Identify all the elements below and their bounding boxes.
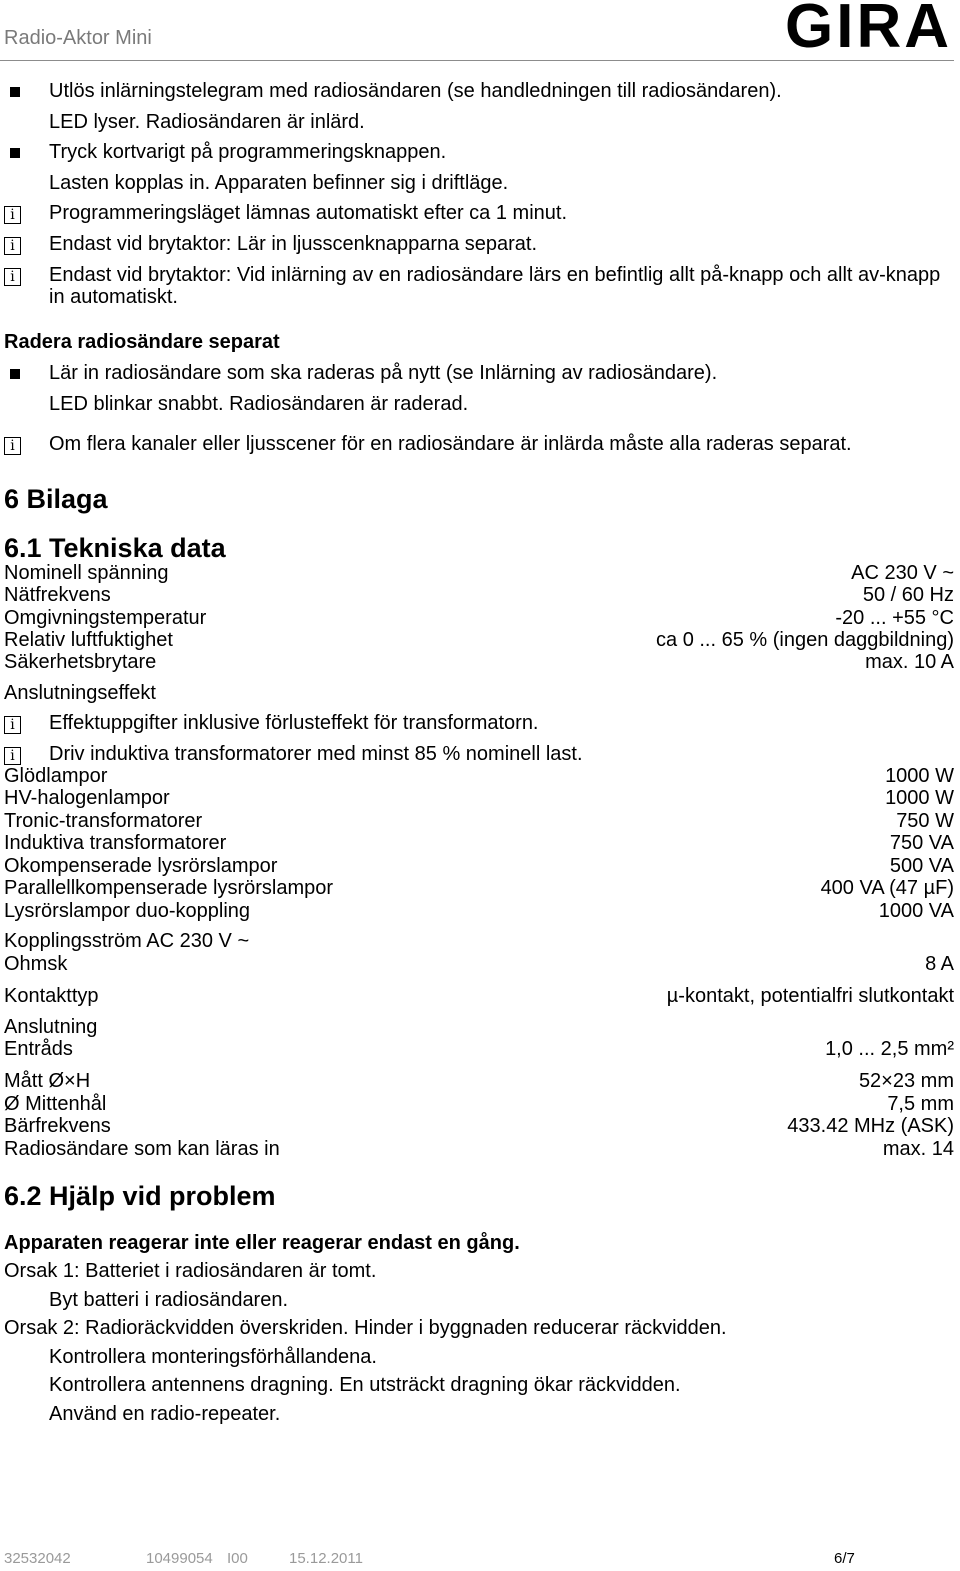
spec-label: Kontakttyp <box>4 985 99 1007</box>
section-heading: Radera radiosändare separat <box>4 331 280 353</box>
step-result-text: LED blinkar snabbt. Radiosändaren är raderad. <box>49 393 469 415</box>
load-value: 1000 W <box>885 765 954 787</box>
footer-doc-number: 32532042 <box>4 1550 71 1567</box>
spec-label: Omgivningstemperatur <box>4 607 207 629</box>
spec-row <box>4 1115 954 1137</box>
info-icon: i <box>4 433 34 455</box>
spec-row <box>4 1093 954 1115</box>
spec-value: -20 ... +55 °C <box>835 607 954 629</box>
step-result-text: LED lyser. Radiosändaren är inlärd. <box>49 111 365 133</box>
load-label: Okompenserade lysrörslampor <box>4 855 278 877</box>
bullet-icon <box>4 141 34 163</box>
load-value: 1000 VA <box>878 900 954 922</box>
info-icon: i <box>4 233 34 255</box>
spec-value: µ-kontakt, potentialfri slutkontakt <box>666 985 954 1007</box>
spec-value: max. 14 <box>882 1138 954 1160</box>
load-value: 750 VA <box>889 832 954 854</box>
header-divider <box>0 60 954 61</box>
spec-row <box>4 985 954 1007</box>
info-text: Endast vid brytaktor: Lär in ljusscenknapparna separat. <box>49 233 538 255</box>
spec-value: max. 10 A <box>865 651 954 673</box>
spec-group-label <box>4 930 954 952</box>
load-value: 1000 W <box>885 787 954 809</box>
info-item <box>4 202 954 224</box>
switching-current-label: Kopplingsström AC 230 V ~ <box>4 930 250 952</box>
spec-row <box>4 1138 954 1160</box>
spec-label: Relativ luftfuktighet <box>4 629 173 651</box>
bullet-icon <box>4 80 34 102</box>
power-label: Anslutningseffekt <box>4 682 156 704</box>
spec-value: AC 230 V ~ <box>851 562 954 584</box>
info-item <box>4 264 954 308</box>
footer-date: 15.12.2011 <box>289 1550 363 1567</box>
spec-label: Säkerhetsbrytare <box>4 651 157 673</box>
info-icon: i <box>4 712 34 734</box>
gira-logo: GIRA <box>785 0 952 61</box>
spec-value: ca 0 ... 65 % (ingen daggbildning) <box>656 629 954 651</box>
spec-value: 1,0 ... 2,5 mm² <box>825 1038 954 1060</box>
info-text: Endast vid brytaktor: Vid inlärning av en radiosändare lärs en befintlig allt på-knapp och allt av-knapp in automatiskt. <box>49 264 941 308</box>
load-row <box>4 900 954 922</box>
spec-row <box>4 1070 954 1092</box>
bullet-icon <box>4 362 34 384</box>
load-row <box>4 832 954 854</box>
spec-value: 50 / 60 Hz <box>862 584 954 606</box>
spec-group-label <box>4 1016 954 1038</box>
load-value: 400 VA (47 µF) <box>820 877 954 899</box>
spec-row <box>4 651 954 673</box>
document-title: Radio-Aktor Mini <box>4 27 152 49</box>
action-text: Kontrollera antennens dragning. En utsträckt dragning ökar räckvidden. <box>49 1374 681 1396</box>
load-value: 750 W <box>896 810 954 832</box>
cause-text: Orsak 1: Batteriet i radiosändaren är tomt. <box>4 1260 377 1282</box>
step-item <box>4 80 954 102</box>
spec-label: Nominell spänning <box>4 562 169 584</box>
info-item <box>4 433 954 455</box>
info-text: Effektuppgifter inklusive förlusteffekt för transformatorn. <box>49 712 539 734</box>
info-text: Driv induktiva transformatorer med minst 85 % nominell last. <box>49 743 583 765</box>
load-row <box>4 877 954 899</box>
spec-value: 7,5 mm <box>887 1093 954 1115</box>
spec-row <box>4 584 954 606</box>
action-text: Byt batteri i radiosändaren. <box>49 1289 289 1311</box>
load-label: Tronic-transformatorer <box>4 810 203 832</box>
spec-value: 433.42 MHz (ASK) <box>787 1115 954 1137</box>
info-text: Om flera kanaler eller ljusscener för en radiosändare är inlärda måste alla raderas separat. <box>49 433 852 455</box>
load-row <box>4 855 954 877</box>
spec-label: Nätfrekvens <box>4 584 111 606</box>
step-item <box>4 172 954 194</box>
load-label: Parallellkompenserade lysrörslampor <box>4 877 334 899</box>
spec-value: 52×23 mm <box>858 1070 954 1092</box>
load-row <box>4 787 954 809</box>
spec-row <box>4 562 954 584</box>
load-label: Lysrörslampor duo-koppling <box>4 900 251 922</box>
footer-version: I00 <box>227 1550 248 1567</box>
spec-row <box>4 1038 954 1060</box>
load-row <box>4 810 954 832</box>
section-heading: 6.1 Tekniska data <box>4 533 226 563</box>
chapter-heading: 6 Bilaga <box>4 484 108 514</box>
info-item <box>4 712 954 734</box>
spec-group-label <box>4 682 954 704</box>
info-item <box>4 743 954 765</box>
spec-row <box>4 953 954 975</box>
problem-heading: Apparaten reagerar inte eller reagerar endast en gång. <box>4 1232 520 1254</box>
step-text: Utlös inlärningstelegram med radiosändaren (se handledningen till radiosändaren). <box>49 80 782 102</box>
load-label: HV-halogenlampor <box>4 787 170 809</box>
step-item <box>4 141 954 163</box>
page-number: 6/7 <box>834 1550 855 1567</box>
footer-order-number: 10499054 <box>146 1550 213 1567</box>
spec-label: Bärfrekvens <box>4 1115 111 1137</box>
spec-row <box>4 629 954 651</box>
step-item <box>4 362 954 384</box>
step-text: Tryck kortvarigt på programmeringsknappen. <box>49 141 447 163</box>
action-text: Kontrollera monteringsförhållandena. <box>49 1346 377 1368</box>
spec-label: Mått Ø×H <box>4 1070 91 1092</box>
load-label: Glödlampor <box>4 765 108 787</box>
spec-value: 8 A <box>925 953 954 975</box>
spec-label: Entråds <box>4 1038 73 1060</box>
cause-text: Orsak 2: Radioräckvidden överskriden. Hinder i byggnaden reducerar räckvidden. <box>4 1317 727 1339</box>
action-text: Använd en radio-repeater. <box>49 1403 281 1425</box>
info-icon: i <box>4 264 34 286</box>
step-item <box>4 111 954 133</box>
info-icon: i <box>4 202 34 224</box>
load-label: Induktiva transformatorer <box>4 832 227 854</box>
connection-label: Anslutning <box>4 1016 98 1038</box>
spec-label: Ohmsk <box>4 953 68 975</box>
load-value: 500 VA <box>889 855 954 877</box>
spec-label: Radiosändare som kan läras in <box>4 1138 280 1160</box>
info-icon: i <box>4 743 34 765</box>
step-result-text: Lasten kopplas in. Apparaten befinner sig i driftläge. <box>49 172 509 194</box>
spec-row <box>4 607 954 629</box>
section-heading: 6.2 Hjälp vid problem <box>4 1181 276 1211</box>
info-text: Programmeringsläget lämnas automatiskt efter ca 1 minut. <box>49 202 567 224</box>
load-row <box>4 765 954 787</box>
info-item <box>4 233 954 255</box>
step-text: Lär in radiosändare som ska raderas på nytt (se Inlärning av radiosändare). <box>49 362 718 384</box>
spec-label: Ø Mittenhål <box>4 1093 107 1115</box>
step-item <box>4 393 954 415</box>
